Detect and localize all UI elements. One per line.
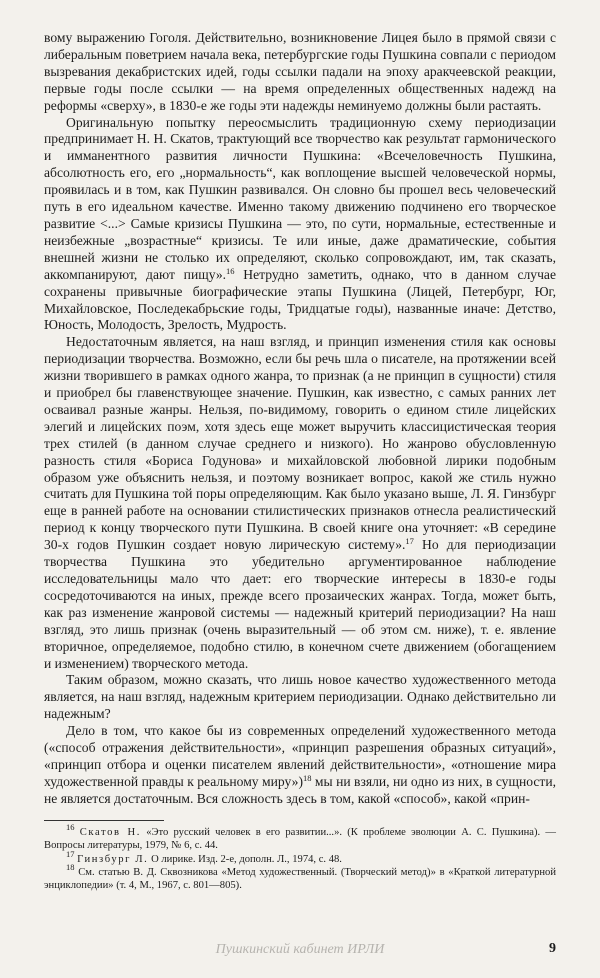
- paragraph: [44, 30, 556, 115]
- footnote-ref: 17: [405, 536, 414, 547]
- footnote-number: 17: [66, 848, 75, 859]
- footnote: [44, 821, 557, 853]
- text-run: вому выражению Гоголя. Действительно, возникновение Лицея было в прямой связи с либеральным поветрием начала века, петербургские годы Пушкина совпали с периодом вызревания декабристских идей, годы ссылки падали на эпоху аракчеевской реакции, первые годы после ссылки — на время определенных общественных надежд на реформы «сверху», в 1830-е же годы эти надежды неминуемо должны были растаять.: [44, 30, 556, 113]
- footnote-text: См. статью В. Д. Сквозникова «Метод художественный. (Творческий метод)» в «Краткой литературной энциклопедии» (т. 4, М., 1967, с. 801—805).: [44, 866, 556, 892]
- footnote: [44, 861, 556, 893]
- text-run: Оригинальную попытку переосмыслить традиционную схему периодизации предпринимает Н. Н. Скатов, трактующий все творчество как результат гармонического и имманентного развития личности Пушкина: «Всечеловечность Пушкина, абсолютность его, его „нормальность“, как воплощение высшей человеческой нормы, проявилась и в том, как Пушкин развивался. Он словно бы прошел весь человеческий путь в его идеальном качестве. Именно такому движению подчинено его творческое развитие <...> Самые кризисы Пушкина — это, по сути, нормальные, естественные и неизбежные „возрастные“ кризисы. Те или иные, даже драматические, события внешней жизни не столько их определяют, сколько сопровождают, им, так сказать, аккомпанируют, дают пищу».: [44, 114, 556, 282]
- text-run: Но для периодизации творчества Пушкина это убедительно аргументированное наблюдение исследовательницы мало что дает: его творческие интересы в 1830-е годы сосредоточиваются на иных, прежде всего прозаических жанрах. Тогда, может быть, как раз изменение жанровой системы — надежный критерий периодизации? На наш взгляд, это лишь признак (очень выразительный — об этом см. ниже), т. е. явление вторичное, определяемое, подобно стилю, в конечном счете движением (обогащением и изменением) творческого метода.: [44, 537, 556, 671]
- footnotes: [44, 821, 557, 893]
- footnote-ref: 18: [302, 772, 312, 783]
- watermark: Пушкинский кабинет ИРЛИ: [215, 942, 385, 957]
- main-text: [44, 30, 556, 808]
- paragraph: [44, 723, 556, 808]
- page-footer: [44, 940, 556, 964]
- footnote-text: О лирике. Изд. 2-е, дополн. Л., 1974, с. 48.: [148, 853, 342, 865]
- page-body: [44, 30, 556, 893]
- footnote-text: «Это русский человек в его развитии...». (К проблеме эволюции А. С. Пушкина). — Вопросы литературы, 1979, № 6, с. 44.: [44, 826, 557, 852]
- text-run: Недостаточным является, на наш взгляд, и принцип изменения стиля как основы периодизации творчества. Возможно, если бы речь шла о писателе, на протяжении всей жизни творившего в рамках одного жанра, то признак (а не принцип в сущности) стиля и приобрел бы главенствующее значение. Пушкин, как известно, с самых ранних лет осваивал разные жанры. Нельзя, по-видимому, говорить о едином стиле лицейских элегий и лицейских поэм, хотя здесь еще может выручить классицистическая теория трех стилей (в данном случае среднего и низкого). Но жанрово обусловленную разность стиля «Бориса Годунова» и михайловской любовной лирики подобным образом уже объяснить нельзя, и поэтому возникает вопрос, какой же стиль нужно считать для Пушкина той поры определяющим. Как было указано выше, Л. Я. Гинзбург еще в ранней работе на основании стилистических признаков отнесла реалистический период к концу творческого пути Пушкина. В своей книге она уточняет: «В середине 30-х годов Пушкин создает новую лирическую систему».: [44, 334, 556, 553]
- footnote-author: Скатов Н.: [79, 826, 141, 838]
- text-run: Нетрудно заметить, однако, что в данном случае сохранены привычные биографические этапы Пушкина (Лицей, Петербург, Юг, Михайловское, Последекабрьские годы, Тридцатые годы), названные иначе: Детство, Юность, Молодость, Зрелость, Мудрость.: [44, 266, 556, 333]
- footnote-ref: 16: [226, 265, 235, 276]
- paragraph: [44, 115, 556, 335]
- footnote-number: 18: [66, 861, 75, 872]
- footnote-author: Гинзбург Л.: [77, 853, 149, 865]
- footnote: [44, 848, 556, 866]
- footnote-rule: [44, 820, 164, 821]
- paragraph: [44, 672, 556, 723]
- footnote-number: 16: [66, 821, 75, 832]
- text-run: Таким образом, можно сказать, что лишь новое качество художественного метода является, на наш взгляд, надежным критерием периодизации. Однако действительно ли надежным?: [44, 672, 556, 722]
- paragraph: [44, 334, 556, 672]
- page-number: 9: [549, 941, 556, 956]
- text-run: Дело в том, что какое бы из современных определений художественного метода («способ отражения действительности», «принцип разрешения образных ситуаций», «принцип отбора и оценки писателем явлений действительности», «отношение мира художественной правды к реальному миру»): [44, 723, 556, 789]
- text-run: мы ни взяли, ни одно из них, в сущности, не является достаточным. Вся сложность здесь в том, какой «способ», какой «прин-: [44, 773, 556, 806]
